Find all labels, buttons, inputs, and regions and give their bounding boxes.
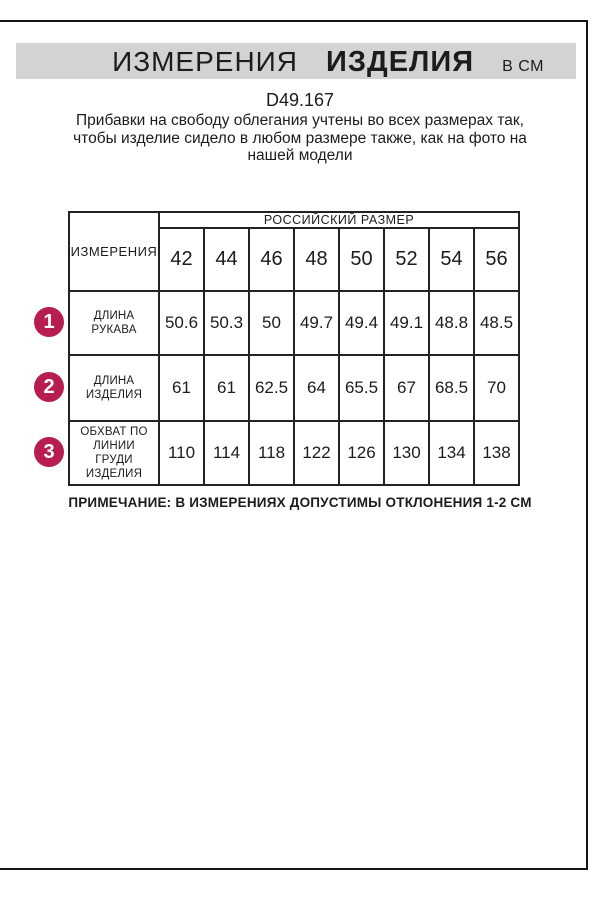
size-header: 46 [249,228,294,291]
measurements-header-cell: ИЗМЕРЕНИЯ [69,212,159,291]
row-number-badge-2: 2 [34,372,64,402]
value-cell: 49.1 [384,291,429,355]
value-cell: 126 [339,421,384,485]
value-cell: 49.4 [339,291,384,355]
value-cell: 49.7 [294,291,339,355]
value-cell: 118 [249,421,294,485]
value-cell: 68.5 [429,355,474,421]
value-cell: 64 [294,355,339,421]
value-cell: 134 [429,421,474,485]
value-cell: 110 [159,421,204,485]
value-cell: 48.8 [429,291,474,355]
value-cell: 61 [159,355,204,421]
value-cell: 61 [204,355,249,421]
value-cell: 130 [384,421,429,485]
size-header: 42 [159,228,204,291]
value-cell: 122 [294,421,339,485]
title-bar [16,43,576,79]
row-label-garment-length: ДЛИНА ИЗДЕЛИЯ [69,355,159,421]
size-header: 50 [339,228,384,291]
table-row-garment-length [69,355,519,421]
fit-description: Прибавки на свободу облегания учтены во всех размерах так, чтобы изделие сидело в любом размере также, как на фото на нашей модели [73,112,527,164]
tolerance-note: ПРИМЕЧАНИЕ: В ИЗМЕРЕНИЯХ ДОПУСТИМЫ ОТКЛОНЕНИЯ 1-2 СМ [68,495,532,510]
row-number-badge-3: 3 [34,437,64,467]
value-cell: 62.5 [249,355,294,421]
value-cell: 50.6 [159,291,204,355]
value-cell: 67 [384,355,429,421]
value-cell: 114 [204,421,249,485]
page-title-product: ИЗДЕЛИЯ [326,46,475,78]
value-cell: 50.3 [204,291,249,355]
size-header: 44 [204,228,249,291]
size-header: 48 [294,228,339,291]
table-row-sleeve-length [69,291,519,355]
table-row-size-system [69,212,519,228]
value-cell: 70 [474,355,519,421]
value-cell: 138 [474,421,519,485]
size-header: 54 [429,228,474,291]
size-header: 56 [474,228,519,291]
size-header: 52 [384,228,429,291]
row-label-sleeve-length: ДЛИНА РУКАВА [69,291,159,355]
value-cell: 48.5 [474,291,519,355]
table-row-chest-girth [69,421,519,485]
product-code: D49.167 [265,90,335,110]
row-number-badge-1: 1 [34,307,64,337]
size-table [68,211,520,486]
page-title-measurements: ИЗМЕРЕНИЯ [112,46,299,77]
value-cell: 50 [249,291,294,355]
size-system-header-cell: РОССИЙСКИЙ РАЗМЕР [159,212,519,228]
row-label-chest-girth: ОБХВАТ ПО ЛИНИИ ГРУДИ ИЗДЕЛИЯ [69,421,159,485]
page-title-unit: В СМ [502,58,544,75]
value-cell: 65.5 [339,355,384,421]
